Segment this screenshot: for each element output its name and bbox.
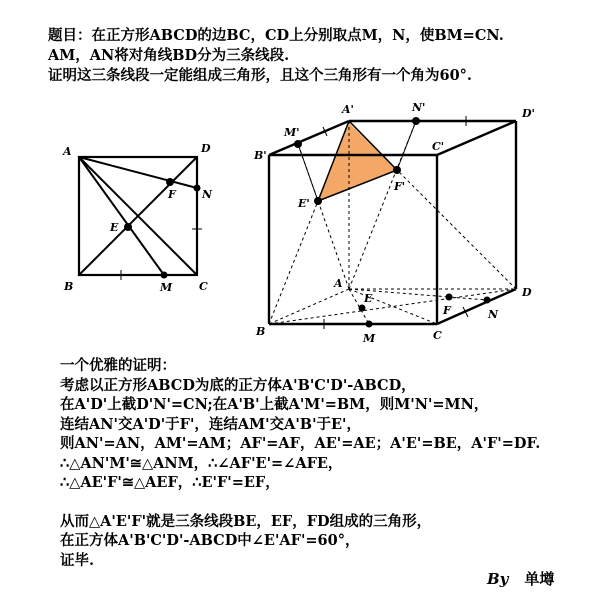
proof-line-7: ∴△AE'F'≅△AEF，∴E'F'=EF， — [60, 474, 280, 491]
cube-labels — [253, 101, 535, 345]
label-D-top: D' — [522, 107, 535, 120]
label-M-top: M' — [284, 126, 300, 139]
label-A: A — [63, 145, 72, 158]
cube-figure — [269, 116, 516, 329]
hidden-DF' — [397, 170, 516, 289]
byline-by: By — [487, 570, 509, 588]
proof-line-1: 一个优雅的证明： — [60, 357, 176, 374]
segment-N'F' — [397, 121, 416, 170]
proof-line-2: 考虑以正方形ABCD为底的正方体A'B'C'D'-ABCD， — [60, 376, 416, 394]
point-N' — [412, 117, 420, 125]
proof-text — [60, 356, 590, 570]
label-N: N — [202, 188, 213, 201]
point-F' — [393, 166, 401, 174]
proof-line-6: ∴△AN'M'≅△ANM，∴∠AF'E'=∠AFE， — [60, 454, 343, 472]
label-A-bottom: A — [334, 277, 343, 290]
label-D: D — [201, 142, 211, 155]
point-N — [484, 297, 491, 304]
label-C: C — [199, 280, 208, 293]
segment-AN — [79, 157, 197, 188]
square-figure — [79, 157, 202, 280]
point-M' — [294, 140, 302, 148]
label-A-top: A' — [342, 103, 354, 116]
label-F: F — [168, 188, 176, 201]
proof-line-4: 连结AN'交A'D'于F'，连结AM'交A'B'于E'， — [60, 415, 361, 433]
proof-blank-line — [60, 493, 590, 512]
label-M-bottom: M — [363, 332, 376, 345]
edge-C'D' — [437, 121, 516, 155]
triangle-A'E'F' — [318, 123, 397, 201]
segment-AM — [79, 157, 164, 275]
label-E-top: E' — [298, 197, 310, 210]
byline-author: 单墫 — [524, 570, 555, 588]
proof-line-9: 从而△A'E'F'就是三条线段BE，EF，FD组成的三角形， — [60, 512, 432, 530]
label-C-top: C' — [432, 140, 445, 153]
label-F-bottom: F — [443, 304, 451, 317]
point-E' — [314, 197, 322, 205]
point-N — [194, 185, 201, 192]
proof-line-3: 在A'D'上截D'N'=CN;在A'B'上截A'M'=BM，则M'N'=MN， — [60, 396, 489, 413]
point-M — [366, 321, 373, 328]
label-N-bottom: N — [488, 308, 499, 321]
proof-line-11: 证毕. — [60, 551, 95, 569]
problem-line-1: 题目：在正方形ABCD的边BC，CD上分别取点M，N，使BM=CN. — [48, 27, 504, 44]
label-B-bottom: B — [256, 325, 266, 338]
label-D-bottom: D — [522, 286, 532, 299]
point-F — [166, 178, 174, 186]
label-C-bottom: C — [433, 329, 442, 342]
point-E — [359, 305, 366, 312]
hidden-lines — [269, 121, 516, 324]
label-E: E — [110, 221, 119, 234]
label-E-bottom: E — [364, 292, 373, 305]
proof-line-5: 则AN'=AN，AM'=AM；AF'=AF，AE'=AE；A'E'=BE，A'F'=DF. — [60, 435, 541, 452]
byline — [487, 568, 554, 589]
label-N-top: N' — [412, 101, 426, 114]
hidden-BE' — [269, 201, 318, 324]
label-B-top: B' — [254, 149, 267, 162]
problem-line-2: AM，AN将对角线BD分为三条线段. — [48, 47, 290, 64]
point-M — [161, 272, 168, 279]
point-F — [446, 294, 453, 301]
label-F-top: F' — [394, 180, 406, 193]
label-B: B — [64, 280, 74, 293]
proof-line-10: 在正方体A'B'C'D'-ABCD中∠E'AF'=60°， — [60, 532, 360, 549]
point-E — [124, 223, 132, 231]
label-M: M — [160, 281, 173, 294]
problem-line-3: 证明这三条线段一定能组成三角形，且这个三角形有一个角为60°. — [48, 67, 472, 84]
